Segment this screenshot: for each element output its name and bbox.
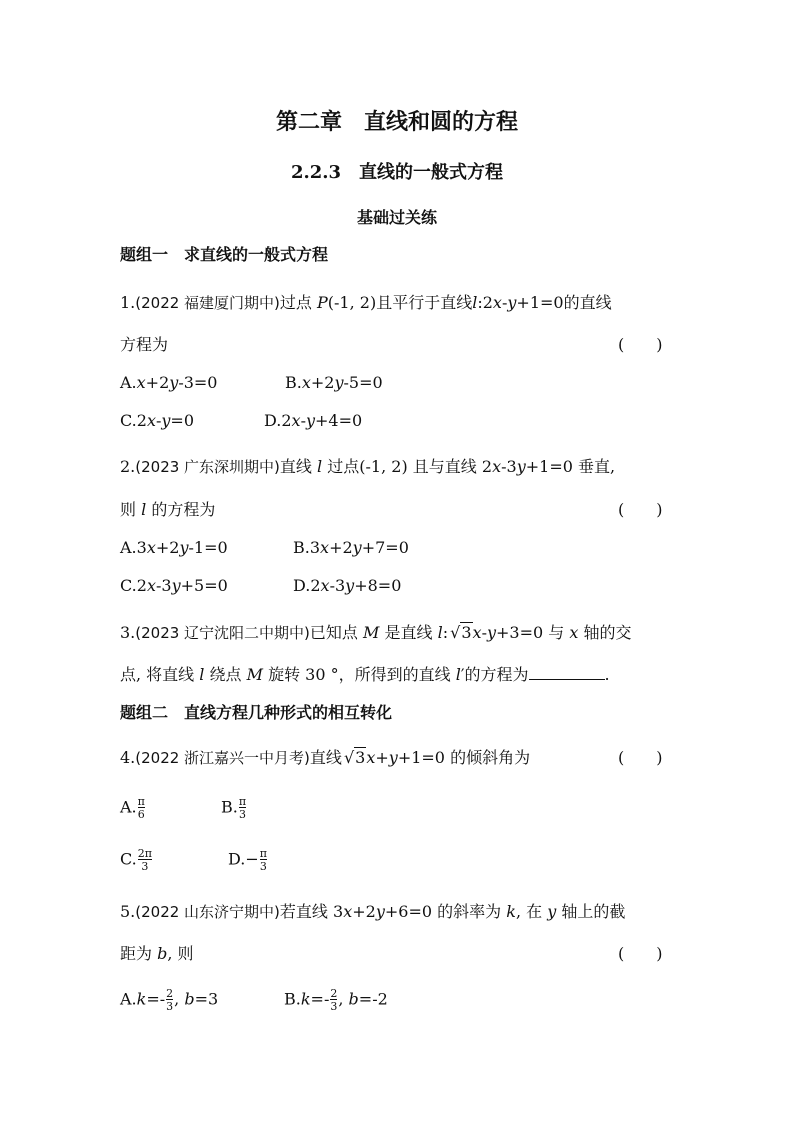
question-5-line-1: 5.(2022 山东济宁期中)若直线 3x+2y+6=0 的斜率为 k, 在 y 轴上的截 — [120, 902, 626, 921]
question-2-line-1: 2.(2023 广东深圳期中)直线 l 过点(-1, 2) 且与直线 2x-3y+1=0 垂直, — [120, 457, 616, 476]
question-4-source: (2022 浙江嘉兴一中月考) — [135, 749, 310, 767]
question-5-option-a: A.k=- $\frac{2}{3}$ , b=3 — [120, 987, 219, 1013]
answer-blank — [529, 665, 605, 680]
question-4-line-1: 4.(2022 浙江嘉兴一中月考)直线 √3x+y+1=0 的倾斜角为 — [120, 748, 531, 767]
question-5-source: (2022 山东济宁期中) — [135, 903, 280, 921]
question-5-answer-bracket: ( ) — [618, 944, 663, 963]
question-1-line-2: 方程为 — [120, 335, 169, 354]
sqrt-3: √3 — [450, 623, 472, 642]
question-2-line-2: 则 l 的方程为 — [120, 500, 216, 519]
question-5-line-2: 距为 b, 则 — [120, 944, 194, 963]
question-1-option-a: A.x+2y-3=0 — [120, 373, 218, 392]
question-2-option-a: A.3x+2y-1=0 — [120, 538, 228, 557]
section-title: 2.2.3 直线的一般式方程 — [290, 162, 504, 183]
question-1-source: (2022 福建厦门期中) — [135, 294, 280, 312]
question-5-option-b: B.k=- $\frac{2}{3}$ , b=-2 — [284, 987, 388, 1013]
question-1-option-d: D.2x-y+4=0 — [264, 411, 363, 430]
question-4-option-c: C. $\frac{2\pi}{3}$ — [120, 847, 152, 873]
question-1-option-c: C.2x-y=0 — [120, 411, 195, 430]
question-4-option-a: A. $\frac{\pi}{6}$ — [120, 795, 145, 821]
question-1-option-b: B.x+2y-5=0 — [285, 373, 383, 392]
question-3-line-2: 点, 将直线 l 绕点 M 旋转 30 °，所得到的直线 l′的方程为 . — [120, 665, 610, 684]
question-3-line-1: 3.(2023 辽宁沈阳二中期中)已知点 M 是直线 l: √3x-y+3=0 与 x 轴的交 — [120, 623, 632, 642]
question-4-answer-bracket: ( ) — [618, 748, 663, 767]
exercise-subtitle: 基础过关练 — [356, 208, 437, 227]
question-4-option-b: B. $\frac{\pi}{3}$ — [221, 795, 247, 821]
question-2-source: (2023 广东深圳期中) — [135, 458, 280, 476]
question-1-line-1: 1.(2022 福建厦门期中)过点 P(-1, 2)且平行于直线l:2x-y+1=0的直线 — [120, 293, 612, 312]
question-2-option-d: D.2x-3y+8=0 — [293, 576, 402, 595]
question-2-option-c: C.2x-3y+5=0 — [120, 576, 228, 595]
question-2-answer-bracket: ( ) — [618, 500, 663, 519]
question-1-answer-bracket: ( ) — [618, 335, 663, 354]
question-2-option-b: B.3x+2y+7=0 — [293, 538, 409, 557]
group-1-heading: 题组一 求直线的一般式方程 — [120, 245, 329, 264]
question-3-source: (2023 辽宁沈阳二中期中) — [135, 624, 310, 642]
group-2-heading: 题组二 直线方程几种形式的相互转化 — [120, 703, 393, 722]
chapter-title: 第二章 直线和圆的方程 — [275, 109, 518, 135]
question-4-option-d: D.− $\frac{\pi}{3}$ — [228, 847, 267, 873]
